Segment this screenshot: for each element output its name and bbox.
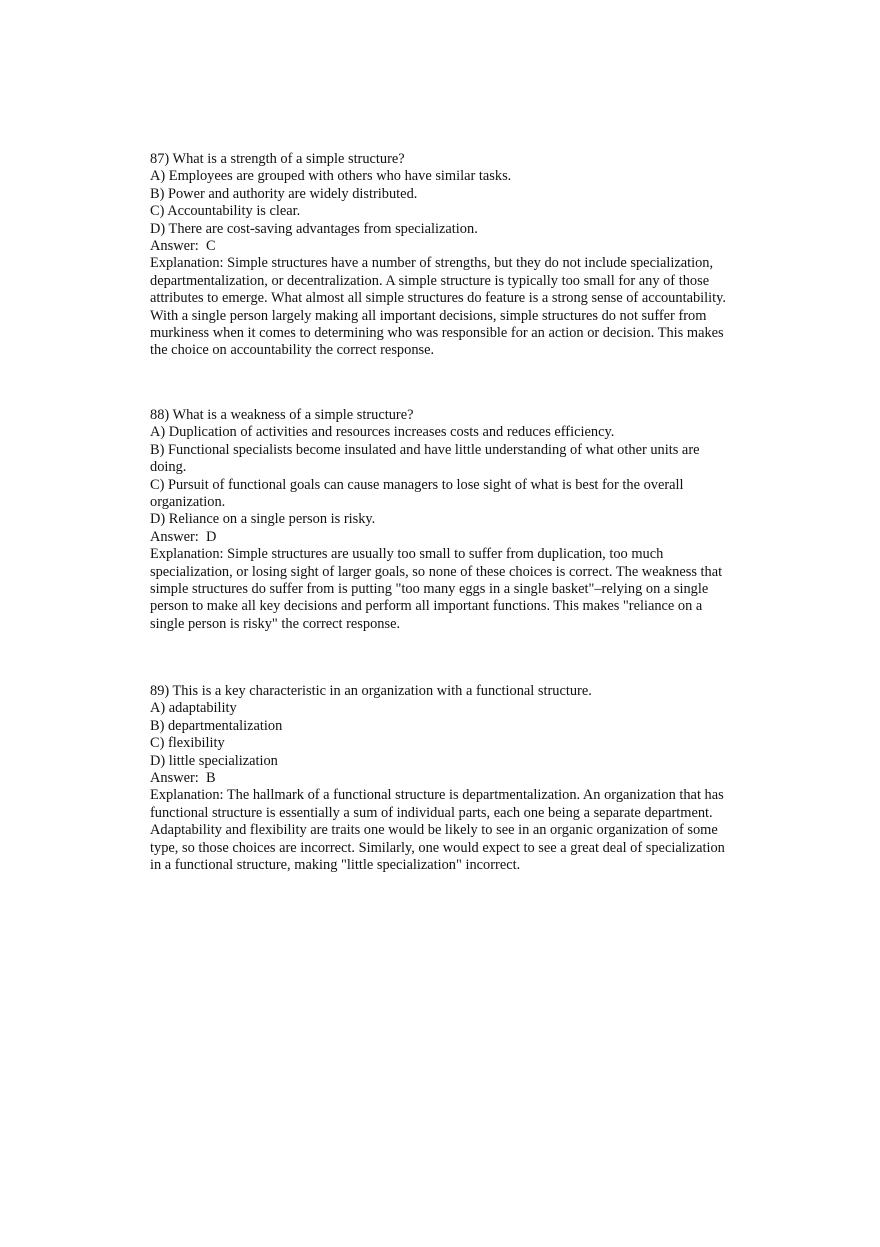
question-prompt: 87) What is a strength of a simple structure? <box>150 151 405 167</box>
answer-option-b: B) Functional specialists become insulated and have little understanding of what other units are doing. <box>150 441 700 476</box>
question-89 <box>150 683 730 874</box>
correct-answer: Answer: D <box>150 528 217 545</box>
answer-option-c: C) Accountability is clear. <box>150 203 301 220</box>
question-88 <box>150 407 730 633</box>
answer-option-b: B) departmentalization <box>150 717 283 734</box>
correct-answer: Answer: C <box>150 238 216 255</box>
answer-option-a: A) Duplication of activities and resources increases costs and reduces efficiency. <box>150 424 615 441</box>
answer-option-c: C) flexibility <box>150 735 225 752</box>
answer-option-d: D) Reliance on a single person is risky. <box>150 511 376 528</box>
question-prompt: 89) This is a key characteristic in an organization with a functional structure. <box>150 683 592 699</box>
answer-option-d: D) There are cost-saving advantages from specialization. <box>150 220 478 237</box>
correct-answer: Answer: B <box>150 770 216 787</box>
answer-option-d: D) little specialization <box>150 752 278 769</box>
question-87 <box>150 151 730 360</box>
answer-explanation: Explanation: Simple structures are usually too small to suffer from duplication, too much specialization, or losing sight of larger goals, so none of these choices is correct. The weakness that simple structures do suffer from is putting "too many eggs in a single basket"–relying on a single person to make all key decisions and perform all important functions. This makes "reliance on a single person is risky" the correct response. <box>150 546 723 632</box>
answer-explanation: Explanation: Simple structures have a number of strengths, but they do not include specialization, departmentalization, or decentralization. A simple structure is typically too small for any of those attributes to emerge. What almost all simple structures do feature is a strong sense of accountability. With a single person largely making all important decisions, simple structures do not suffer from murkiness when it comes to determining who was responsible for an action or decision. This makes the choice on accountability the correct response. <box>150 255 726 359</box>
answer-option-a: A) adaptability <box>150 700 237 717</box>
answer-option-b: B) Power and authority are widely distributed. <box>150 185 418 202</box>
answer-explanation: Explanation: The hallmark of a functional structure is departmentalization. An organization that has functional structure is essentially a sum of individual parts, each one being a separate department. Adaptability and flexibility are traits one would be likely to see in an organic organization of some type, so those choices are incorrect. Similarly, one would expect to see a great deal of specialization in a functional structure, making "little specialization" incorrect. <box>150 787 725 874</box>
question-prompt: 88) What is a weakness of a simple structure? <box>150 407 414 423</box>
answer-option-c: C) Pursuit of functional goals can cause managers to lose sight of what is best for the overall organization. <box>150 476 684 511</box>
answer-option-a: A) Employees are grouped with others who have similar tasks. <box>150 168 512 185</box>
